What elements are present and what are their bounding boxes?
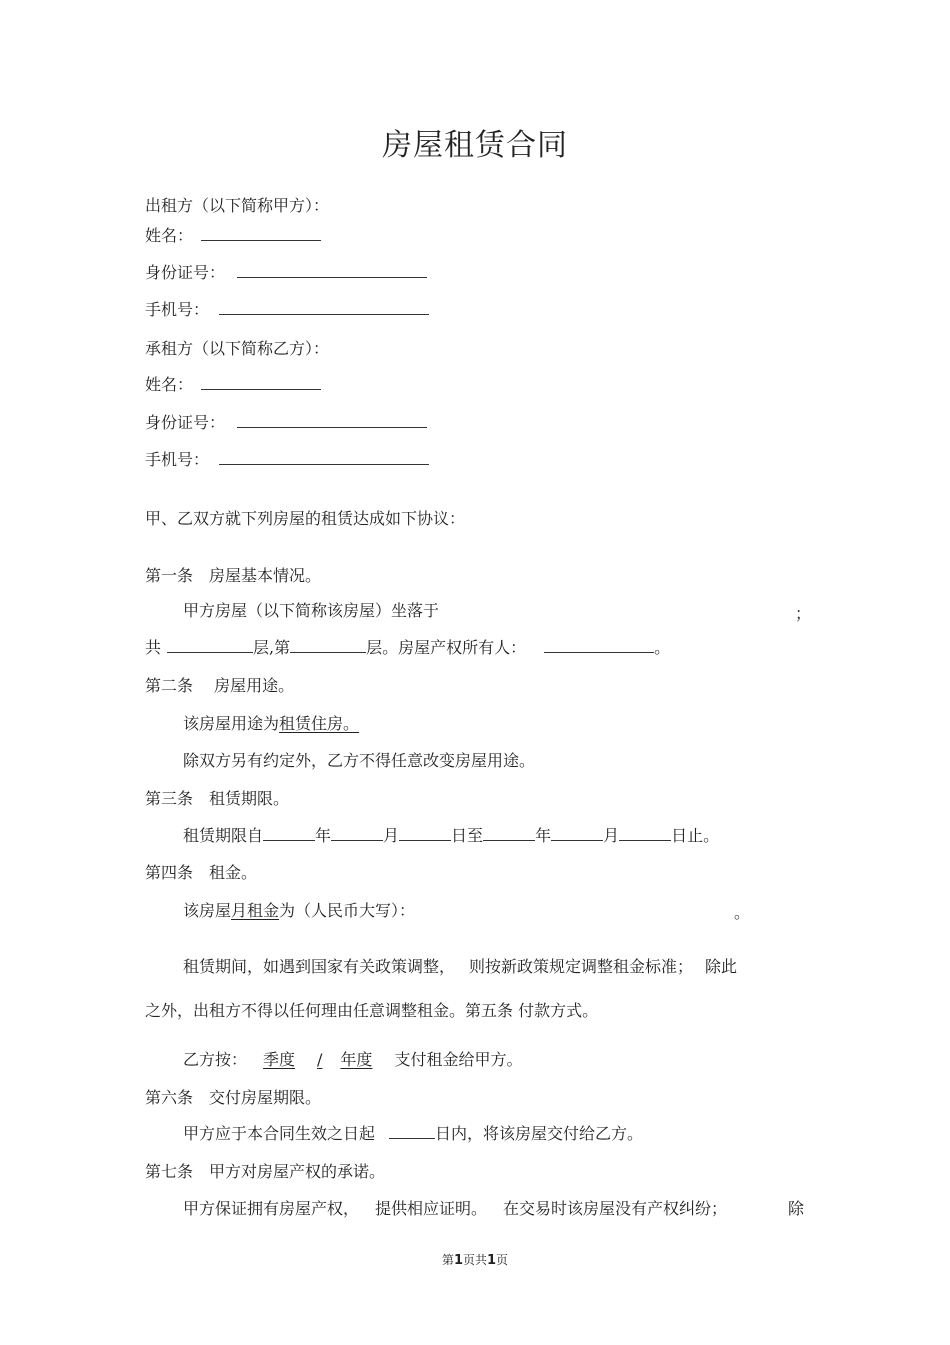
article-6-heading: 第六条 交付房屋期限。 <box>145 1088 322 1107</box>
end-month-blank[interactable] <box>551 826 603 841</box>
party-b-id-row <box>145 413 427 433</box>
footer-page-number: 1 <box>453 1253 463 1268</box>
start-day-blank[interactable] <box>399 826 451 841</box>
rent-row-end: 。 <box>734 903 751 922</box>
party-a-phone-row <box>145 300 429 320</box>
end-day-blank[interactable] <box>619 826 671 841</box>
warranty-a: 甲方保证拥有房屋产权， <box>183 1199 360 1218</box>
rent-label-c: 为（人民币大写）： <box>279 901 416 920</box>
owner-blank[interactable] <box>544 638 654 653</box>
start-month-blank[interactable] <box>331 826 383 841</box>
payment-yearly: 年度 <box>340 1050 373 1069</box>
party-a-name-label: 姓名： <box>145 226 194 245</box>
party-b-phone-blank[interactable] <box>219 450 429 465</box>
article-2-heading: 第二条 房屋用途。 <box>145 676 295 695</box>
payment-tail: 支付租金给甲方。 <box>394 1050 523 1069</box>
rent-label-monthly: 月租金 <box>231 901 280 920</box>
article-1-heading: 第一条 房屋基本情况。 <box>145 566 322 585</box>
article-1-floors-row <box>145 638 670 658</box>
party-b-id-label: 身份证号： <box>145 413 226 432</box>
article-4-heading: 第四条 租金。 <box>145 863 258 882</box>
party-a-id-label: 身份证号： <box>145 263 226 282</box>
payment-quarterly: 季度 <box>263 1050 296 1069</box>
party-a-heading: 出租方（以下简称甲方）： <box>145 196 330 215</box>
floors-row-end: 。 <box>654 638 671 657</box>
rent-adjust-b: 则按新政策规定调整租金标准； <box>469 957 694 976</box>
term-end-label: 日止。 <box>671 826 720 845</box>
rent-adjust-c: 除此 <box>705 957 738 976</box>
footer-pre: 第 <box>441 1253 454 1267</box>
footer-mid: 页共 <box>462 1253 487 1267</box>
term-from-label: 租赁期限自 <box>183 826 264 845</box>
article-5-payment-row <box>183 1050 522 1070</box>
rent-adjust-a: 租赁期间，如遇到国家有关政策调整， <box>183 957 456 976</box>
party-b-name-label: 姓名： <box>145 375 194 394</box>
party-b-id-blank[interactable] <box>237 413 427 428</box>
end-year-blank[interactable] <box>483 826 535 841</box>
party-a-id-row <box>145 263 427 283</box>
party-b-name-blank[interactable] <box>201 375 321 390</box>
article-2-restriction: 除双方另有约定外，乙方不得任意改变房屋用途。 <box>183 751 536 770</box>
delivery-days-blank[interactable] <box>389 1124 435 1139</box>
rent-adjust-line-1 <box>183 957 737 977</box>
usage-value: 租赁住房。 <box>279 714 360 733</box>
rent-adjust-line-2: 之外，出租方不得以任何理由任意调整租金。第五条 付款方式。 <box>145 1001 599 1020</box>
term-month-label-2: 月 <box>603 826 620 845</box>
page-footer <box>0 1252 950 1269</box>
article-1-location-end: ； <box>795 604 812 623</box>
article-6-delivery-row <box>183 1124 643 1144</box>
floors-label-total: 共 <box>145 638 162 657</box>
article-7-heading: 第七条 甲方对房屋产权的承诺。 <box>145 1162 386 1181</box>
party-a-id-blank[interactable] <box>237 263 427 278</box>
article-3-heading: 第三条 租赁期限。 <box>145 789 290 808</box>
start-year-blank[interactable] <box>263 826 315 841</box>
term-year-label-1: 年 <box>315 826 332 845</box>
delivery-label-b: 日内，将该房屋交付给乙方。 <box>435 1124 644 1143</box>
payment-separator: / <box>317 1050 323 1069</box>
party-a-phone-label: 手机号： <box>145 300 210 319</box>
party-b-phone-label: 手机号： <box>145 450 210 469</box>
party-a-name-blank[interactable] <box>201 226 321 241</box>
article-4-rent-row <box>183 901 415 921</box>
party-b-name-row <box>145 375 321 395</box>
article-3-term-row <box>183 826 719 846</box>
warranty-d: 除 <box>788 1199 805 1218</box>
warranty-b: 提供相应证明。 <box>375 1199 488 1218</box>
party-a-phone-blank[interactable] <box>219 300 429 315</box>
usage-label: 该房屋用途为 <box>183 714 280 733</box>
floor-number-blank[interactable] <box>290 638 366 653</box>
agreement-intro: 甲、乙双方就下列房屋的租赁达成如下协议： <box>145 509 466 528</box>
party-b-heading: 承租方（以下简称乙方）： <box>145 339 330 358</box>
owner-label: 层。房屋产权所有人： <box>366 638 527 657</box>
warranty-c: 在交易时该房屋没有产权纠纷； <box>503 1199 728 1218</box>
article-7-line-1 <box>183 1199 727 1219</box>
rent-label-a: 该房屋 <box>183 901 232 920</box>
term-to-label: 日至 <box>451 826 484 845</box>
term-year-label-2: 年 <box>535 826 552 845</box>
total-floors-blank[interactable] <box>167 638 253 653</box>
floors-label-floor: 层,第 <box>253 638 291 657</box>
party-a-name-row <box>145 226 321 246</box>
term-month-label-1: 月 <box>383 826 400 845</box>
footer-post: 页 <box>496 1253 509 1267</box>
party-b-phone-row <box>145 450 429 470</box>
article-1-location: 甲方房屋（以下简称该房屋）坐落于 <box>183 601 440 620</box>
payment-label: 乙方按： <box>183 1050 248 1069</box>
article-2-usage-row <box>183 714 359 734</box>
document-title: 房屋租赁合同 <box>382 128 568 163</box>
delivery-label-a: 甲方应于本合同生效之日起 <box>183 1124 376 1143</box>
footer-total-pages: 1 <box>487 1253 497 1268</box>
